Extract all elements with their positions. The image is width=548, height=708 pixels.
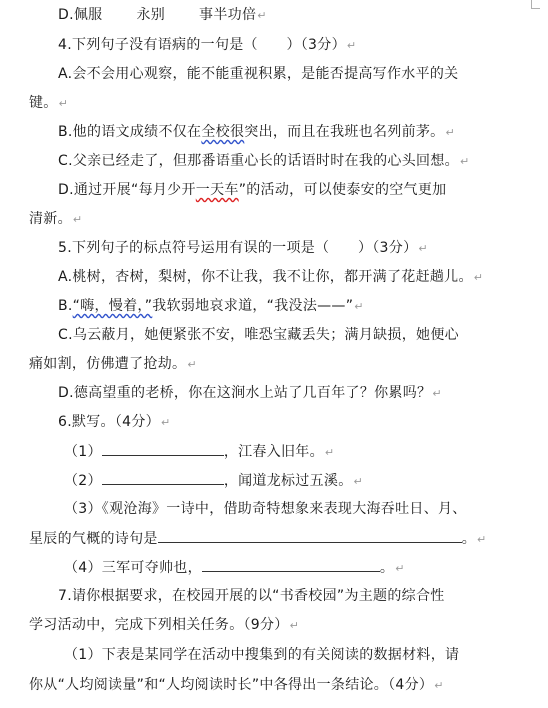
text-span: 7.请你根据要求，在校园开展的以“书香校园”为主题的综合性 — [58, 588, 445, 604]
answer-blank[interactable] — [102, 442, 224, 456]
option-d-row — [58, 6, 267, 25]
q6-item-1 — [64, 442, 334, 462]
question-7-line2 — [29, 616, 299, 635]
text-span: （4）三军可夺帅也， — [64, 560, 202, 576]
q4-option-a-line1 — [58, 65, 458, 83]
paragraph-mark: ↵ — [353, 475, 364, 488]
text-span: 。 — [379, 560, 395, 576]
paragraph-mark: ↵ — [418, 242, 428, 255]
text-span: 4.下列句子没有语病的一句是（ ）（3分） — [58, 37, 346, 53]
question-4 — [58, 36, 356, 55]
paragraph-mark: ↵ — [432, 387, 442, 400]
q6-item-3-line1 — [64, 500, 467, 518]
text-span: 6.默写。（4分） — [58, 414, 160, 430]
text-span: 键。 — [29, 95, 58, 111]
text-span: ，江春入旧年。 — [223, 444, 324, 460]
q4-option-c — [58, 152, 469, 171]
text-span: 突出，而且在我班也名列前茅。 — [244, 124, 445, 140]
q5-option-a — [58, 268, 483, 287]
page-corner-mark — [531, 0, 540, 9]
question-6 — [58, 413, 171, 432]
text-span: 5.下列句子的标点符号运用有误的一项是（ ）（3分） — [58, 240, 418, 256]
text-span: D.德高望重的老桥，你在这涧水上站了几百年了？你累吗？ — [58, 385, 432, 401]
spell-mark-red: 一天车 — [195, 182, 239, 198]
q6-item-2 — [64, 471, 363, 491]
text-span: D.通过开展“每月少开 — [58, 182, 196, 198]
paragraph-mark: ↵ — [160, 416, 171, 429]
grammar-mark-blue: 全校很 — [201, 124, 245, 140]
paragraph-mark: ↵ — [257, 9, 267, 22]
option-d-word1: D.佩服 — [58, 7, 103, 23]
paragraph-mark: ↵ — [324, 446, 335, 459]
text-span: ”的活动，可以使泰安的空气更加 — [238, 182, 447, 198]
q4-option-a-line2 — [29, 94, 68, 113]
text-span: A.会不会用心观察，能不能重视积累，是能否提高写作水平的关 — [58, 66, 459, 82]
paragraph-mark: ↵ — [445, 126, 455, 139]
paragraph-mark: ↵ — [477, 533, 487, 546]
q4-option-b — [58, 123, 455, 142]
q5-option-d — [58, 384, 442, 403]
text-span: A.桃树，杏树，梨树，你不让我，我不让你，都开满了花赶趟儿。 — [58, 269, 473, 285]
text-span: C.父亲已经走了，但那番语重心长的话语时时在我的心头回想。 — [58, 153, 459, 169]
text-span: B.他的语文成绩不仅在 — [58, 124, 202, 140]
paragraph-mark: ↵ — [289, 619, 300, 632]
paragraph-mark: ↵ — [58, 97, 69, 110]
text-span: ，闻道龙标过五溪。 — [223, 473, 353, 489]
answer-blank[interactable] — [202, 558, 380, 572]
q4-option-d-line1 — [58, 181, 446, 199]
q4-option-d-line2 — [29, 210, 82, 229]
text-span: 。 — [461, 531, 477, 547]
text-span: 清新。 — [29, 211, 72, 227]
paragraph-mark: ↵ — [473, 271, 484, 284]
grammar-mark-blue: “嗨，慢着，” — [72, 298, 153, 314]
text-span: B. — [58, 298, 73, 314]
text-span: 你从“人均阅读量”和“人均阅读时长”中各得出一条结论。（4分） — [29, 677, 434, 693]
q5-option-c-line1 — [58, 326, 459, 344]
text-span: 我软弱地哀求道，“我没法——” — [152, 298, 354, 314]
paragraph-mark: ↵ — [459, 155, 470, 168]
q5-option-b — [58, 297, 364, 316]
paragraph-mark: ↵ — [72, 213, 83, 226]
text-span: （3）《观沧海》一诗中，借助奇特想象来表现大海吞吐日、月、 — [64, 501, 467, 517]
q6-item-4 — [64, 558, 405, 578]
text-span: 星辰的气概的诗句是 — [29, 531, 158, 547]
paragraph-mark: ↵ — [434, 679, 444, 692]
text-span: C.乌云蔽月，她便紧张不安，唯恐宝藏丢失；满月缺损，她便心 — [58, 327, 459, 343]
text-span: 学习活动中，完成下列相关任务。（9分） — [29, 617, 289, 633]
answer-blank[interactable] — [158, 529, 462, 543]
text-span: （1） — [64, 444, 102, 460]
q7-task-1-line1 — [64, 646, 459, 664]
q7-task-1-line2 — [29, 676, 444, 695]
paragraph-mark: ↵ — [346, 39, 357, 52]
text-span: 痛如割，仿佛遭了抢劫。 — [29, 356, 187, 372]
paragraph-mark: ↵ — [187, 358, 197, 371]
answer-blank[interactable] — [102, 471, 224, 485]
option-d-word3: 事半功倍 — [199, 7, 257, 23]
text-span: （1）下表是某同学在活动中搜集到的有关阅读的数据材料，请 — [64, 647, 460, 663]
option-d-word2: 永别 — [136, 7, 166, 23]
question-7-line1 — [58, 587, 445, 605]
q6-item-3-line2 — [29, 529, 487, 549]
text-span: （2） — [64, 473, 102, 489]
paragraph-mark: ↵ — [354, 300, 364, 313]
q5-option-c-line2 — [29, 355, 197, 374]
paragraph-mark: ↵ — [395, 562, 405, 575]
question-5 — [58, 239, 428, 258]
